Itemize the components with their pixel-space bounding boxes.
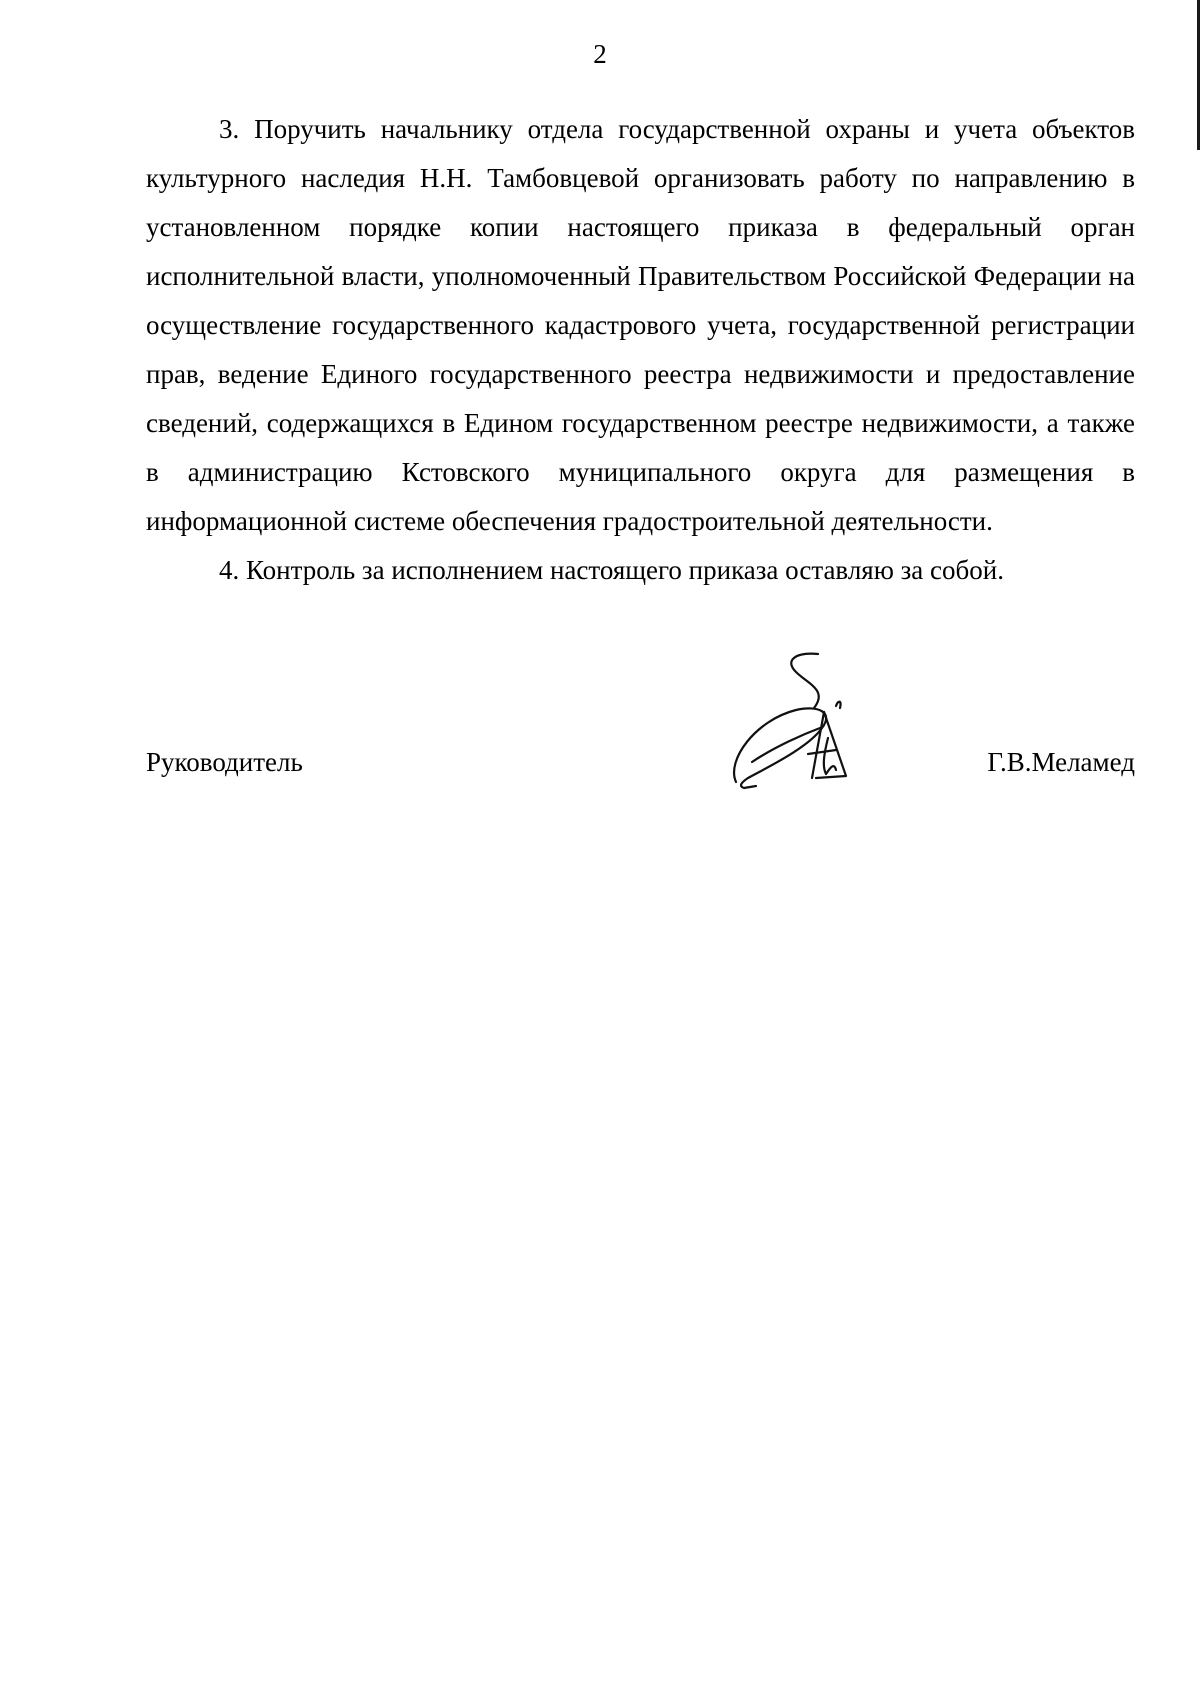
signature-block (146, 650, 1135, 810)
paragraph-4: 4. Контроль за исполнением настоящего приказа оставляю за собой. (219, 555, 1004, 585)
paragraph-3: 3. Поручить начальнику отдела государственной охраны и учета объектов культурного наследия Н.Н. Тамбовцевой организовать работу по направлению в установленном порядке копии настоящего приказа в федеральный орган исполнительной власти, уполномоченный Правительством Российской Федерации на осуществление государственного кадастрового учета, государственной регистрации прав, ведение Единого государственного реестра недвижимости и предоставление сведений, содержащихся в Едином государственном реестре недвижимости, а также в администрацию Кстовского муниципального округа для размещения в информационной системе обеспечения градостроительной деятельности. (146, 114, 1135, 536)
document-body (146, 105, 1135, 595)
handwritten-signature (696, 650, 886, 810)
signatory-title: Руководитель (146, 747, 303, 777)
signatory-name: Г.В.Меламед (987, 747, 1135, 777)
page-number: 2 (593, 39, 607, 69)
